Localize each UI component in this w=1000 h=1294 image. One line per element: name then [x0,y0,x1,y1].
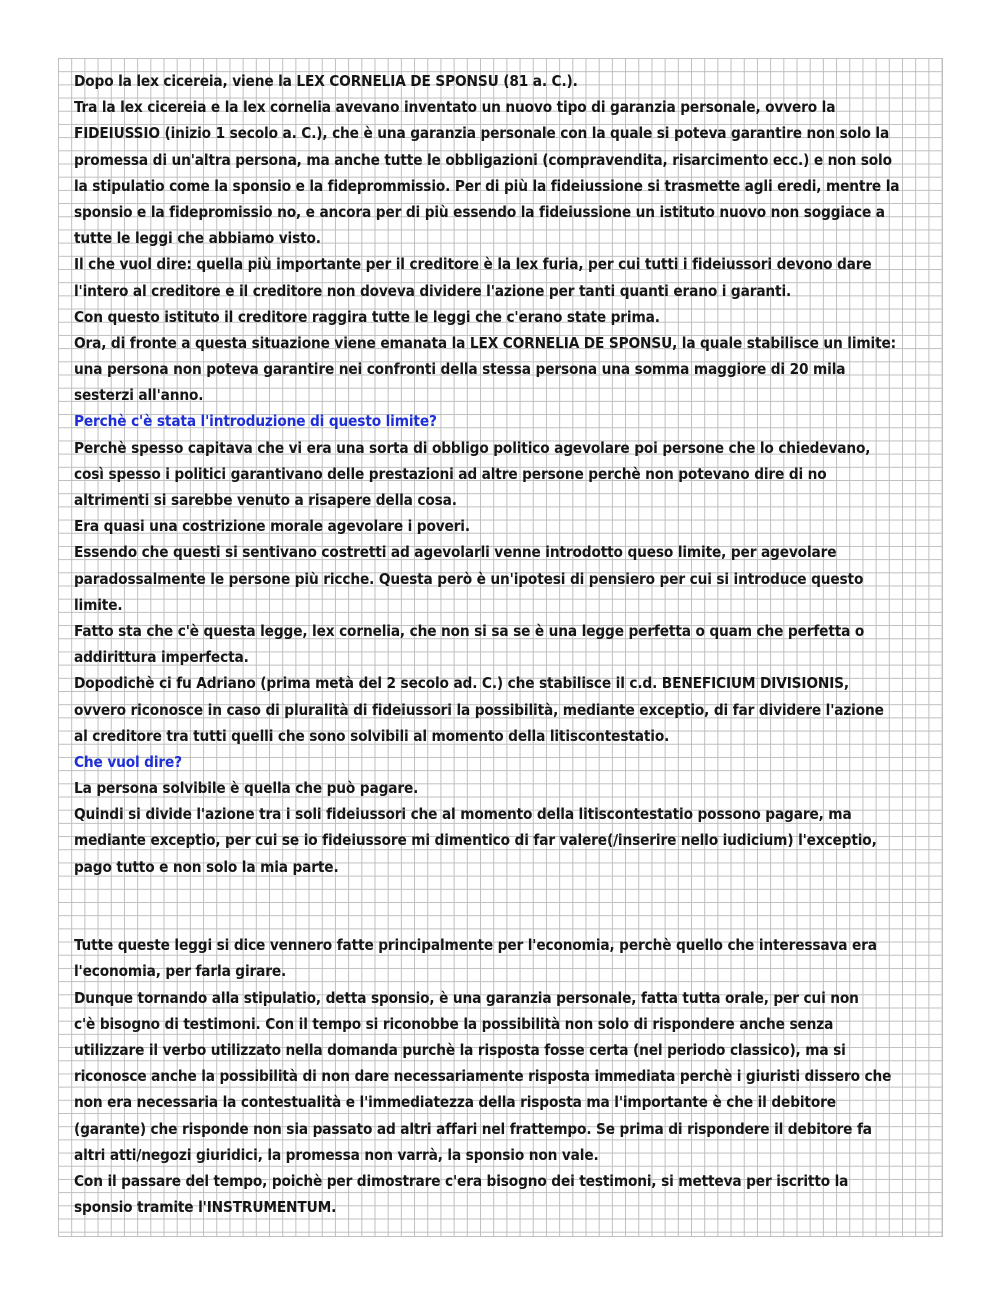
text-line: sponsio tramite l'INSTRUMENTUM. [74,1198,337,1217]
text-line: Tra la lex cicereia e la lex cornelia avevano inventato un nuovo tipo di garanzia personale, ovvero la [74,98,836,117]
text-line: Perchè spesso capitava che vi era una sorta di obbligo politico agevolare poi persone che lo chiedevano, [74,438,871,457]
text-line: Dopo la lex cicereia, viene la LEX CORNELIA DE SPONSU (81 a. C.). [74,72,578,90]
text-line: Con questo istituto il creditore raggira tutte le leggi che c'erano state prima. [74,307,660,326]
text-line: sponsio e la fidepromissio no, e ancora per di più essendo la fideiussione un istituto nuovo non soggiace a [74,202,885,221]
text-line: Dunque tornando alla stipulatio, detta sponsio, è una garanzia personale, fatta tutta orale, per cui non [74,988,859,1007]
text-line: Tutte queste leggi si dice vennero fatte principalmente per l'economia, perchè quello che interessava era [74,936,877,955]
text-line: riconosce anche la possibilità di non dare necessariamente risposta immediata perchè i giuristi dissero che [74,1067,892,1086]
text-line: La persona solvibile è quella che può pagare. [74,779,419,798]
text-block-2 [74,932,944,1220]
text-line: ovvero riconosce in caso di pluralità di fideiussori la possibilità, mediante exceptio, di far dividere l'azione [74,700,884,719]
text-line: Dopodichè ci fu Adriano (prima metà del 2 secolo ad. C.) che stabilisce il c.d. BENEFICIUM DIVISIONIS, [74,674,849,693]
text-line: limite. [74,595,123,614]
text-line: la stipulatio come la sponsio e la fideprommissio. Per di più la fideiussione si trasmette agli eredi, mentre la [74,176,900,195]
text-line: c'è bisogno di testimoni. Con il tempo si riconobbe la possibilità non solo di rispondere anche senza [74,1014,834,1033]
text-line: Quindi si divide l'azione tra i soli fideiussori che al momento della litiscontestatio possono pagare, ma [74,805,852,824]
text-line: utilizzare il verbo utilizzato nella domanda purchè la risposta fosse certa (nel periodo classico), ma si [74,1040,846,1059]
text-line: Il che vuol dire: quella più importante per il creditore è la lex furia, per cui tutti i fideiussori devono dare [74,255,872,274]
text-line: altri atti/negozi giuridici, la promessa non varrà, la sponsio non vale. [74,1145,599,1164]
document-body [74,68,944,1220]
text-line: Era quasi una costrizione morale agevolare i poveri. [74,517,470,536]
text-line: l'intero al creditore e il creditore non doveva dividere l'azione per tanti quanti erano i garanti. [74,281,792,300]
text-line: (garante) che risponde non sia passato ad altri affari nel frattempo. Se prima di rispondere il debitore fa [74,1119,872,1138]
text-line: addirittura imperfecta. [74,648,249,667]
text-line: Ora, di fronte a questa situazione viene emanata la LEX CORNELIA DE SPONSU, la quale stabilisce un limite: [74,333,897,352]
text-line: Fatto sta che c'è questa legge, lex cornelia, che non si sa se è una legge perfetta o quam che perfetta o [74,621,865,640]
text-line: l'economia, per farla girare. [74,962,287,981]
text-line: pago tutto e non solo la mia parte. [74,857,339,876]
text-line: paradossalmente le persone più ricche. Questa però è un'ipotesi di pensiero per cui si introduce questo [74,569,864,588]
text-block-1 [74,68,944,880]
text-line: tutte le leggi che abbiamo visto. [74,229,321,248]
text-line: promessa di un'altra persona, ma anche tutte le obbligazioni (compravendita, risarcimento ecc.) e non solo [74,150,892,169]
question-heading: Che vuol dire? [74,752,183,771]
paragraph-gap [74,880,944,932]
text-line: Essendo che questi si sentivano costretti ad agevolarli venne introdotto queso limite, per agevolare [74,543,837,562]
text-line: FIDEIUSSIO (inizio 1 secolo a. C.), che è una garanzia personale con la quale si poteva garantire non solo la [74,124,890,143]
text-line: Con il passare del tempo, poichè per dimostrare c'era bisogno dei testimoni, si metteva per iscritto la [74,1171,849,1190]
text-line: così spesso i politici garantivano delle prestazioni ad altre persone perchè non potevano dire di no [74,464,827,483]
text-line: una persona non poteva garantire nei confronti della stessa persona una somma maggiore di 20 mila [74,360,846,379]
question-heading: Perchè c'è stata l'introduzione di questo limite? [74,412,437,431]
text-line: sesterzi all'anno. [74,386,204,405]
text-line: mediante exceptio, per cui se io fideiussore mi dimentico di far valere(/inserire nello iudicium) l'exceptio, [74,831,877,850]
text-line: non era necessaria la contestualità e l'immediatezza della risposta ma l'importante è che il debitore [74,1093,836,1112]
text-line: al creditore tra tutti quelli che sono solvibili al momento della litiscontestatio. [74,726,670,745]
text-line: altrimenti si sarebbe venuto a risapere della cosa. [74,491,457,509]
